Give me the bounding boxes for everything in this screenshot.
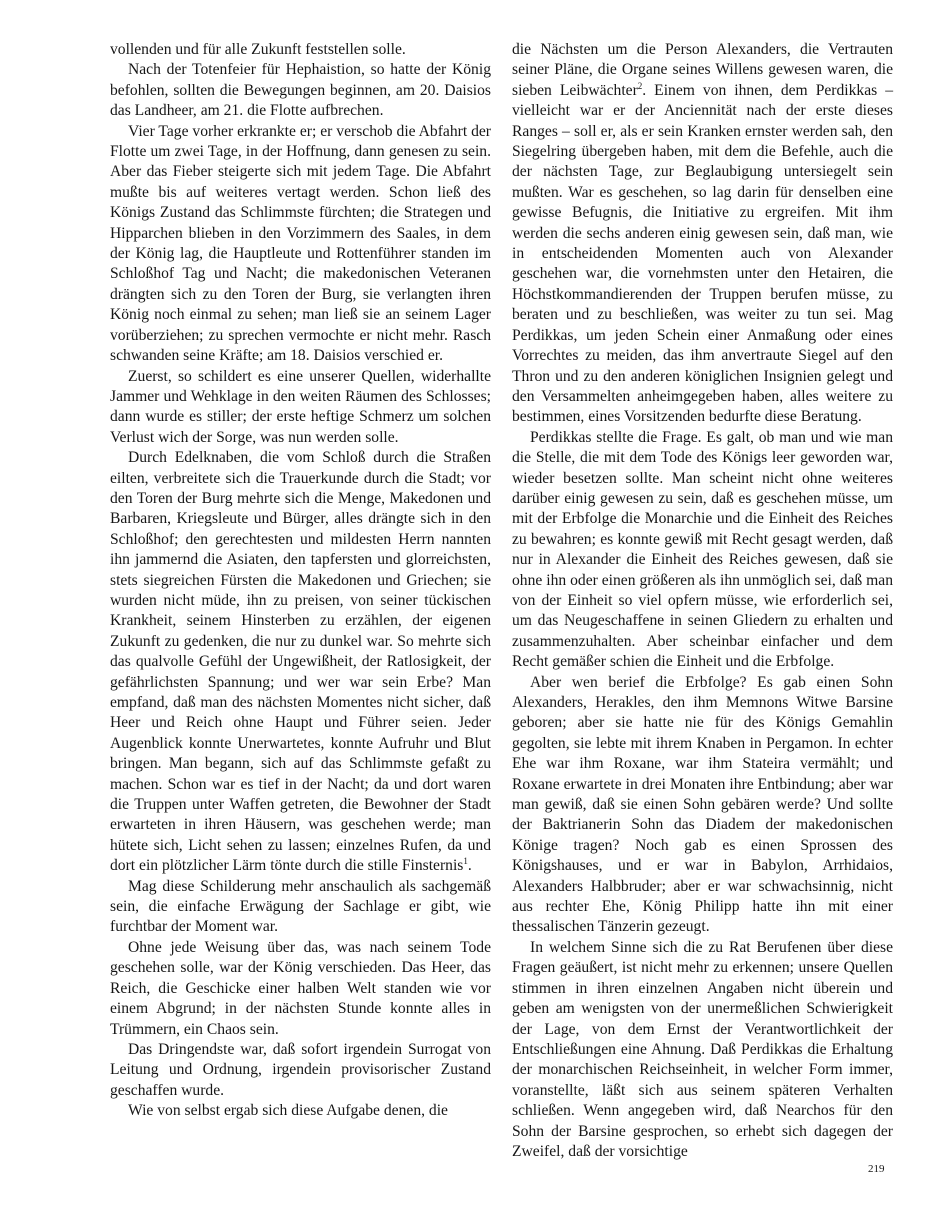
paragraph: Wie von selbst ergab sich diese Aufgabe denen, die [128, 1102, 448, 1120]
paragraph-text: Durch Edelknaben, die vom Schloß durch die Straßen eilten, verbreitete sich die Trauerkunde durch die Stadt; vor den Toren der Burg mehrte sich die Menge, Makedonen und Barbaren, Kriegsleute und Bürger, alles drängte sich in den Schloßhof; den gerechtesten und mildesten Herrn nannten ihn jammernd die Asiaten, den tapfersten und glorreichsten, stets siegreichen Fürsten die Makedonen und Griechen; sie wurden nicht müde, ihn zu preisen, von seiner tückischen Krankheit, seinem Hinsterben zu erzählen, der eigenen Zukunft zu gedenken, die nur zu dunkel war. So mehrte sich das qualvolle Gefühl der Ungewißheit, der Ratlosigkeit, der gefährlichsten Spannung; und wer war sein Erbe? Man empfand, daß man des nächsten Momentes nicht sicher, daß Heer und Reich ohne Haupt und Führer seien. Jeder Augenblick konnte Unerwartetes, konnte Aufruhr und Blut bringen. Man begann, sich auf das Schlimmste gefaßt zu machen. Schon war es tief in der Nacht; da und dort waren die Truppen unter Waffen getreten, die Bewohner der Stadt erwarteten in ihren Häusern, was geschehen werde; man hütete sich, Licht sehen zu lassen; einzelnes Rufen, da und dort ein plötzlicher Lärm tönte durch die stille Finsternis [110, 449, 491, 875]
paragraph: Mag diese Schilderung mehr anschaulich als sachgemäß sein, die einfache Erwägung der Sachlage er gibt, wie furchtbar der Moment war. [110, 877, 491, 936]
paragraph: Nach der Totenfeier für Hephaistion, so hatte der König befohlen, sollten die Bewegungen beginnen, am 20. Daisios das Landheer, am 21. die Flotte aufbrechen. [110, 61, 491, 120]
paragraph: Perdikkas stellte die Frage. Es galt, ob man und wie man die Stelle, die mit dem Tode des Königs leer geworden war, wieder besetzen sollte. Man scheint nicht ohne weiteres darüber einig gewesen zu sein, daß es geschehen müsse, um mit der Erbfolge die Monarchie und die Einheit des Reiches zu bewahren; es konnte gewiß mit Recht gesagt werden, daß nur in Alexander die Einheit des Reiches gewesen, daß sie ohne ihn oder einen größeren als ihn unmöglich sei, daß man von der Einheit so viel opfern müsse, wie erforderlich sei, um das Neugeschaffene in seinen Gliedern zu erhalten und zusammenzuhalten. Aber scheinbar einfacher und dem Recht gemäßer schien die Einheit und die Erbfolge. [512, 428, 893, 671]
footnote-marker: 1 [463, 856, 468, 867]
left-text-column [110, 40, 491, 1122]
right-text-column [512, 40, 893, 1162]
paragraph-text-end: . [467, 857, 472, 875]
paragraph [110, 448, 491, 877]
paragraph: vollenden und für alle Zukunft feststellen solle. [110, 41, 406, 58]
paragraph [512, 40, 893, 428]
paragraph-text-end: . Einem von ihnen, dem Perdikkas – vielleicht war er der Anciennität nach der erste dieses Ranges – soll er, als er sein Kranken ernster werden sah, den Siegelring übergeben haben, mit dem die Befehle, auch die der nächsten Tage, zur Beglaubigung untersiegelt sein mußten. War es geschehen, so lag darin für denselben eine gewisse Befugnis, die Initiative zu ergreifen. Mit ihm werden die sechs anderen einig gewesen sein, daß man, wie in entscheidenden Momenten auch von Alexander geschehen war, die vornehmsten unter den Hetairen, die Höchstkommandierenden der Truppen berufen müsse, zu beraten und zu beschließen, was weiter zu tun sei. Mag Perdikkas, um jeden Schein einer Anmaßung oder eines Vorrechtes zu meiden, das ihm anvertraute Siegel auf den Thron und zu den anderen königlichen Insignien gelegt und den Versammelten anheimgegeben haben, alles weitere zu bestimmen, eines Vorsitzenden bedurfte diese Beratung. [512, 81, 893, 426]
paragraph: Ohne jede Weisung über das, was nach seinem Tode geschehen solle, war der König verschieden. Das Heer, das Reich, die Geschicke einer halben Welt standen wie vor einem Abgrund; in der nächsten Stunde konnte alles in Trümmern, ein Chaos sein. [110, 938, 491, 1038]
paragraph: Vier Tage vorher erkrankte er; er verschob die Abfahrt der Flotte um zwei Tage, in der Hoffnung, dann genesen zu sein. Aber das Fieber steigerte sich mit jedem Tage. Die Abfahrt mußte bis auf weiteres vertagt werden. Schon ließ des Königs Zustand das Schlimmste fürchten; die Strategen und Hipparchen blieben in den Vorzimmern des Saales, in dem der König lag, die Hauptleute und Rottenführer standen im Schloßhof Tag und Nacht; die makedonischen Veteranen drängten sich zu den Toren der Burg, sie verlangten ihren König noch einmal zu sehen; man ließ sie an seinem Lager vorüberziehen; zu sprechen vermochte er nicht mehr. Rasch schwanden seine Kräfte; am 18. Daisios verschied er. [110, 122, 491, 365]
paragraph-text: die Nächsten um die Person Alexanders, die Vertrauten seiner Pläne, die Organe seines Willens gewesen waren, die sieben Leibwächter [512, 41, 893, 99]
paragraph: In welchem Sinne sich die zu Rat Berufenen über diese Fragen geäußert, ist nicht mehr zu erkennen; unsere Quellen stimmen in ihren einzelnen Angaben nicht überein und geben am wenigsten von der unermeßlichen Schwierigkeit der Lage, von dem Ernst der Verantwortlichkeit der Entschließungen eine Ahnung. Daß Perdikkas die Erhaltung der monarchischen Reichseinheit, in welcher Form immer, voranstellte, läßt sich aus seinem späteren Verhalten schließen. Wenn angegeben wird, daß Nearchos für den Sohn der Barsine gesprochen, so erhebt sich dagegen der Zweifel, daß der vorsichtige [512, 938, 893, 1160]
page-number: 219 [868, 1163, 885, 1175]
paragraph: Das Dringendste war, daß sofort irgendein Surrogat von Leitung und Ordnung, irgendein provisorischer Zustand geschaffen wurde. [110, 1040, 491, 1099]
paragraph: Aber wen berief die Erbfolge? Es gab einen Sohn Alexanders, Herakles, den ihm Memnons Witwe Barsine geboren; aber sie hatte nie für des Königs Gemahlin gegolten, sie lebte mit ihrem Knaben in Pergamon. In echter Ehe war ihm Roxane, war ihm Stateira vermählt; und Roxane erwartete in drei Monaten ihre Entbindung; aber war man gewiß, daß sie einen Sohn gebären werde? Und sollte der Baktrianerin Sohn das Diadem der makedonischen Könige tragen? Noch gab es einen Sprossen des Königshauses, und er war in Babylon, Arrhidaios, Alexanders Halbbruder; aber er war schwachsinnig, nicht aus rechter Ehe, König Philipp hatte ihn mit einer thessalischen Tänzerin gezeugt. [512, 673, 893, 936]
paragraph: Zuerst, so schildert es eine unserer Quellen, widerhallte Jammer und Wehklage in den weiten Räumen des Schlosses; dann wurde es stiller; der erste heftige Schmerz um solchen Verlust wich der Sorge, was nun werden solle. [110, 367, 491, 446]
footnote-marker: 2 [637, 80, 643, 91]
